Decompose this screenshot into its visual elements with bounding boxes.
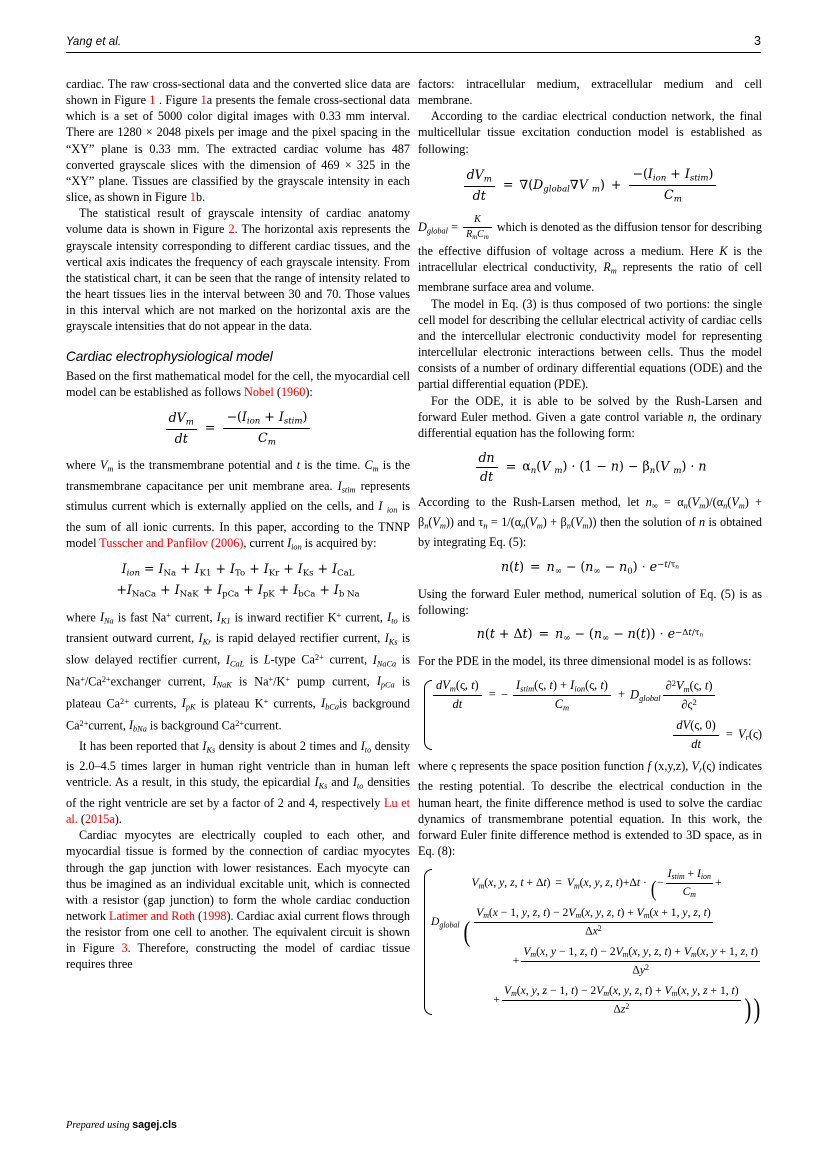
citation-nobel[interactable]: Nobel — [244, 384, 274, 399]
text-run: is obtained by integrating Eq. (5): — [418, 514, 762, 550]
charge-plus: + — [285, 675, 291, 684]
text-run: is rapid delayed rectifier current, — [211, 630, 385, 645]
math-var-t: t — [296, 458, 301, 473]
text-run: currents, — [268, 696, 322, 711]
text-run: represents stimulus current which is externally applied on the cells, and — [66, 478, 410, 514]
text-run: where — [66, 610, 100, 625]
text-run: is background Ca — [146, 718, 236, 733]
charge-2plus: 2+ — [314, 653, 324, 663]
equation-8-line-4: + $\frac{V_m(x, y, z - 1, t) - 2V_m(x, y, z, t) + V_m(x, y, z + 1, t)}{\Delta z^2}$ ) ) — [493, 984, 761, 1026]
paragraph-iks-density — [66, 738, 410, 827]
text-run: and — [327, 775, 353, 790]
charge-plus: + — [268, 675, 274, 684]
equation-2 — [66, 562, 410, 600]
footer-class-file: sagej.cls — [132, 1119, 177, 1131]
math-var-sigma: ς — [451, 759, 456, 773]
math-var-vr: $V_r$ — [691, 759, 703, 775]
charge-2plus: 2+ — [101, 675, 111, 684]
text-run: a presents the female cross-sectional data which is a set of 5000 color digital images with 0.33 mm interval. There are 1280 × 2048 pixels per image and the pixel spacing in the “XY” plane is 0.33 mm. The extracted cardiac volume has 487 converted grayscale slices with the dimension of 469 × 325 in the “XY” plane. Tissues are classified by the grayscale intensity in each slice, as shown in Figure — [66, 93, 411, 205]
math-var-iks-3: $I_{Ks}$ — [314, 775, 328, 791]
text-run: is plateau Ca — [66, 674, 410, 711]
text-run: According to the Rush-Larsen method, let — [418, 494, 646, 509]
text-run: pump current, — [290, 674, 377, 689]
figure-ref-3[interactable]: 3 — [121, 941, 128, 956]
text-run: It has been reported that — [79, 738, 203, 753]
paragraph-myocytes-coupling — [66, 827, 410, 972]
math-var-ito-2: $I_{to}$ — [360, 738, 372, 755]
math-ninf-def: $n_\infty = \alpha_n(V_m)/(\alpha_n(V_m) + \beta_n(V_m))$ — [418, 494, 763, 531]
charge-2plus: 2+ — [235, 718, 244, 728]
left-column — [66, 76, 410, 973]
text-run: density is 2.0–4.5 times larger in human right ventricle than in human left ventricle. As a result, in this study, the epicardial — [66, 738, 410, 790]
math-var-l: L — [263, 652, 271, 667]
text-run: . The horizontal axis represents the grayscale intensity corresponding to different cardiac tissues, and the vertical axis indicates the frequency of each grayscale intensity. From the statistical chart, it can be seen that the range of intensity related to the heart tissues lies in the interval between 30 and 70. Those values in this interval which are not marked on the horizontal axis are the grayscale intensities that do not appear in the data. — [66, 222, 410, 334]
text-run: /Ca — [84, 674, 102, 689]
text-run: where — [418, 759, 452, 773]
text-run: is fast Na — [113, 610, 167, 625]
paragraph-conduction-network: According to the cardiac electrical conduction network, the final multicellular tissue excitation conduction model is established as following: — [418, 109, 762, 156]
math-var-inak: $I_{NaK}$ — [212, 674, 232, 690]
text-run: The statistical result of grayscale intensity of cardiac anatomy volume data is shown in Figure — [66, 206, 410, 237]
paragraph-current-definitions — [66, 608, 410, 738]
text-run: and — [453, 514, 479, 529]
charge-plus: + — [80, 675, 85, 684]
text-run: (x,y,z), — [650, 759, 692, 773]
math-var-cm: $C_m$ — [364, 458, 379, 474]
paragraph-dglobal-definition: $D_{global}$ = $\frac{K}{R_mC_m}$ which is denoted as the diffusion tensor for describing the effective diffusion of voltage across a medium. Here K is the intracellular electrical conductivity, $R_m$ represents the ratio of cell membrane surface area and volume. — [418, 213, 763, 295]
text-run: is the transmembrane potential and — [113, 458, 297, 473]
math-var-rm: $R_m$ — [603, 260, 617, 276]
text-run: which is denoted as the diffusion tensor for describing the effective diffusion of voltage across a medium. Here — [418, 220, 762, 258]
paragraph-factors: factors: intracellular medium, extracellular medium and cell membrane. — [418, 77, 762, 108]
equation-5: $n(t) = n_\infty - (n_\infty - n_0) \cdot e^{-t/\tau_n}$ — [500, 558, 680, 576]
text-run: is the intracellular electrical conductivity, — [418, 243, 762, 274]
citation-latimer-year[interactable]: 1998 — [202, 909, 227, 923]
text-run: density is about 2 times and — [215, 738, 361, 753]
math-var-vr-arg: (ς) — [702, 759, 716, 773]
math-var-iks-2: $I_{Ks}$ — [202, 738, 216, 755]
section-heading-cardiac-electrophysiological-model: Cardiac electrophysiological model — [66, 348, 273, 364]
paragraph-variable-definitions — [66, 457, 410, 555]
equation-7-line-2: $\frac{dV(\varsigma, 0)}{dt}$ = $V_r(\varsigma)$ — [431, 718, 762, 752]
equation-2-line-1: $I_{ion} = I_{Na} + I_{K1} + I_{To} + I_{Kr} + I_{Ks} + I_{CaL}$ — [121, 561, 355, 579]
math-var-istim: $I_{stim}$ — [337, 478, 356, 494]
text-run: ( — [195, 909, 203, 923]
math-var-iion: I $_{ion}$ — [378, 499, 398, 515]
equation-8-line-1: $V_m(x$, y, z, $t + \Delta t) = V_m(x$, y, z, t)+Δt · (− $\frac{I_{stim} + I_{ion}}{C_m}$ + — [471, 867, 722, 901]
running-head — [66, 34, 761, 48]
figure-ref-1a[interactable]: 1 — [149, 93, 156, 108]
equation-8-line-2: $D_{global}$ ( $\frac{V_m(x - 1, y, z, t) - 2V_m(x, y, z, t) + V_m(x + 1, y, z, t)}{\Delta x^2}$ — [431, 906, 711, 948]
text-run: is the transmembrane capacitance per unit membrane area. — [66, 458, 410, 493]
text-run: ). — [114, 812, 122, 827]
math-var-ito: $I_{to}$ — [387, 610, 398, 626]
text-run: ( — [77, 812, 85, 827]
citation-lu-year[interactable]: 2015a — [84, 812, 115, 827]
paragraph-forward-euler: Using the forward Euler method, numerical solution of Eq. (5) is as following: — [418, 586, 762, 617]
text-run: current, — [170, 610, 217, 625]
math-var-k: K — [719, 243, 728, 258]
text-run: ). Cardiac axial current flows through the resistor from one cell to another. The equivalent circuit is shown in Figure — [66, 909, 410, 956]
equation-4: $\frac{dn}{dt}$ = $\alpha_n(V$ $_m) \cdot (1 - n) - \beta_n(V$ $_m$) · n — [418, 450, 762, 484]
text-run: currents, — [128, 696, 182, 711]
left-brace — [418, 678, 431, 752]
paragraph-rush-larsen-definitions — [418, 494, 762, 551]
equation-2-line-2: $+I_{NaCa} + I_{NaK} + I_{pCa} + I_{pK} + I_{bCa} + I_{b Na}$ — [116, 582, 360, 600]
math-var-ito-3: $I_{to}$ — [352, 775, 364, 791]
text-run: is the time. — [300, 458, 365, 473]
charge-2plus: 2+ — [120, 696, 129, 706]
charge-plus: + — [166, 610, 171, 620]
text-run: current, — [323, 652, 373, 667]
paragraph-pde-3d: For the PDE in the model, its three dimensional model is as follows: — [418, 654, 752, 669]
text-run: , the ordinary differential equation has the following form: — [418, 409, 762, 440]
figure-ref-1b[interactable]: 1 — [200, 93, 207, 108]
text-run: b. — [196, 190, 206, 205]
right-column — [418, 76, 763, 1026]
text-run: where — [66, 458, 100, 473]
paragraph-cardiac-data — [66, 76, 410, 205]
paragraph-model-two-portions: The model in Eq. (3) is thus composed of two portions: the single cell model for describing the cellular electrical activity of cardiac cells and the intercellular electronic conductivity model for representing intercellular electronic interactions between cells. Thus the model consists of a number of ordinary differential equations (ODE) and the partial differential equation (PDE). — [418, 296, 762, 392]
math-var-ik1: $I_{K1}$ — [216, 610, 231, 626]
paragraph-statistical-result — [66, 205, 410, 334]
text-run: is Na — [231, 674, 269, 689]
equation-7 — [418, 678, 762, 752]
charge-plus: + — [336, 610, 342, 620]
text-run: densities of the right ventricle are set by a factor of 2 and 4, respectively — [66, 775, 410, 810]
equation-1: $\frac{dV_m}{dt}$ = $\frac{-(I_{ion} + I_{stim})}{C_m}$ — [66, 409, 410, 448]
citation-lu-et-al[interactable]: Lu et al. — [66, 795, 410, 827]
charge-2plus: 2+ — [79, 718, 89, 728]
equation-3: $\frac{dV_m}{dt}$ = $\nabla(D_{global}\nabla V$ $_m$) + $\frac{-(I_{ion} + I_{stim})}{C_m}$ — [418, 166, 762, 205]
equation-8-line-3: + $\frac{V_m(x, y - 1, z, t) - 2V_m(x, y, z, t) + V_m(x, y + 1, z, t)}{\Delta y^2}$ — [512, 945, 758, 977]
text-run: ): — [305, 384, 313, 399]
math-var-ibca: $I_{bCa}$ — [321, 696, 340, 712]
text-run: is the sum of all ionic currents. In this paper, according to the TNNP model — [66, 499, 410, 550]
text-run: is transient outward current, — [66, 610, 410, 645]
math-var-n-2: n — [698, 514, 706, 529]
text-run: . Figure — [155, 93, 201, 108]
text-run: Based on the first mathematical model for the cell, the myocardial cell model can be established as follows — [66, 368, 410, 399]
equation-6: $n(t + \Delta t) = n_\infty - (n_\infty - n(t)) \cdot e^{-\Delta t/\tau_n}$ — [476, 626, 704, 644]
text-run: is slow delayed rectifier current, — [66, 630, 411, 667]
text-run: current, — [88, 718, 129, 733]
citation-tusscher-panfilov[interactable]: Tusscher and Panfilov (2006) — [99, 535, 244, 550]
footer-prepared-text: Prepared using — [66, 1120, 133, 1131]
equation-7-line-1: $\frac{dV_m(\varsigma, t)}{dt}$ = − $\frac{I_{stim}(\varsigma, t) + I_{ion}(\varsigma, t)}{C_m}$ + $D_{global}$ $\frac{\partial^2V_m(\varsigma, t)}{\partial\varsigma^2}$ — [431, 678, 762, 713]
text-run: . Therefore, constructing the model of cardiac tissue requires three — [66, 941, 410, 972]
text-run: represents the space position function — [455, 759, 648, 773]
text-run: then the solution of — [596, 514, 699, 529]
math-var-ipk: $I_{pK}$ — [181, 696, 196, 712]
math-var-f: f — [647, 759, 651, 773]
text-run: For the ODE, it is able to be solved by the Rush-Larsen and forward Euler method. Given a gate control variable — [418, 393, 762, 424]
running-head-title: Yang et al. — [66, 36, 122, 48]
text-run: is inward rectifier K — [230, 610, 337, 625]
text-run: ( — [273, 384, 281, 399]
math-var-dglobal: $D_{global}$ — [418, 220, 448, 236]
text-run: current, — [341, 610, 388, 625]
paragraph-space-position-function — [418, 758, 762, 859]
text-run: cardiac. The raw cross-sectional data and the converted slice data are shown in Figure — [66, 77, 410, 108]
citation-nobel-year[interactable]: 1960 — [280, 384, 306, 399]
text-run: Cardiac myocytes are electrically coupled to each other, and myocardial tissue is formed by the connection of cardiac myocytes through the gap junction with lower resistances. Each myocyte can thus be imagined as an individual excitable unit, which is connected with a resistor (gap junction) to form the whole cardiac conduction network — [66, 828, 410, 923]
header-rule — [66, 52, 761, 53]
text-run: is Na — [66, 652, 411, 689]
left-brace-eq8 — [418, 867, 431, 1017]
text-run: is acquired by: — [301, 535, 377, 550]
math-var-ibna: $I_{bNa}$ — [128, 718, 147, 734]
equation-8 — [418, 867, 762, 1026]
page-footer — [66, 1119, 177, 1131]
math-var-iion-2: $I_{ion}$ — [287, 535, 302, 552]
paragraph-cell-model-intro — [66, 368, 410, 400]
text-run: , current — [243, 535, 288, 550]
text-run: is background Ca — [66, 696, 410, 733]
text-run: represents the ratio of cell membrane surface area and volume. — [418, 260, 763, 295]
math-taun-def: $\tau_n = 1/(\alpha_n(V_m) + \beta_n(V_m))$ — [478, 514, 597, 531]
paragraph-ode-rush-larsen — [418, 393, 762, 441]
math-var-ina: $I_{Na}$ — [99, 610, 114, 626]
text-run: exchanger current, — [110, 674, 213, 689]
text-run: /K — [273, 674, 286, 689]
text-run: current. — [244, 718, 282, 733]
math-var-ical: $I_{CaL}$ — [225, 652, 245, 668]
math-var-iks: $I_{Ks}$ — [384, 630, 398, 646]
math-var-n: n — [687, 409, 694, 424]
math-frac-k-rmcm: $\frac{K}{R_mC_m}$ — [463, 214, 492, 243]
charge-plus: + — [263, 696, 269, 706]
text-run: -type Ca — [270, 652, 315, 667]
page-number: 3 — [754, 34, 761, 48]
figure-ref-1c[interactable]: 1 — [189, 190, 196, 205]
math-var-ikr: $I_{Kr}$ — [198, 630, 212, 646]
citation-latimer-roth[interactable]: Latimer and Roth — [109, 909, 195, 923]
text-run: is plateau K — [195, 696, 264, 711]
text-run: is — [244, 652, 264, 667]
text-run: indicates the resting potential. To describe the electrical conduction in the human heart, the finite difference method is used to solve the cardiac dynamics of transmembrane potential equation. In this work, the forward Euler finite difference method is extended to 3D space, as in Eq. (8): — [418, 759, 763, 859]
math-var-vm: $V_m$ — [99, 458, 114, 474]
math-var-inaca: $I_{NaCa}$ — [372, 652, 397, 668]
figure-ref-2[interactable]: 2 — [228, 222, 235, 237]
math-var-ipca: $I_{pCa}$ — [376, 674, 395, 690]
